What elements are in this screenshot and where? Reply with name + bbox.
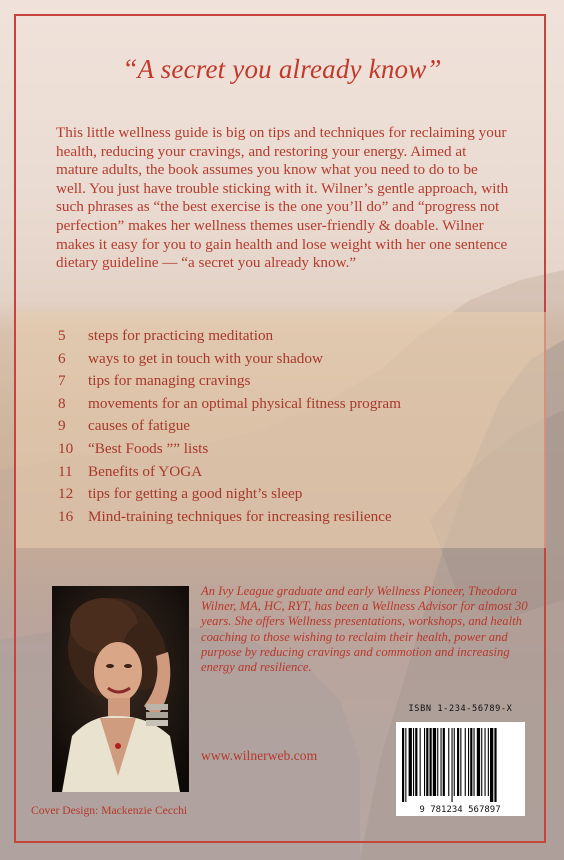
author-photo <box>52 586 189 792</box>
list-item <box>58 372 518 395</box>
list-number: 16 <box>58 507 74 525</box>
list-number: 10 <box>58 439 74 457</box>
list-item <box>58 463 518 486</box>
list-number: 12 <box>58 485 74 503</box>
list-item <box>58 327 518 350</box>
list-text: causes of fatigue <box>88 417 191 435</box>
list-text: tips for managing cravings <box>88 372 251 390</box>
list-number: 9 <box>58 417 66 435</box>
list-number: 5 <box>58 327 66 344</box>
list-text: ways to get in touch with your shadow <box>88 349 323 367</box>
list-number: 8 <box>58 394 66 412</box>
author-bio: An Ivy League graduate and early Wellness Pioneer, Theodora Wilner, MA, HC, RYT, has been a Wellness Advisor for almost 30 years. She offers Wellness presentations, workshops, and health coaching to those wishing to reclaim their health, power and purpose by reducing cravings and commotion and increasing energy and resilience. <box>201 584 528 675</box>
list-item <box>58 395 518 418</box>
list-item <box>58 508 518 531</box>
list-text: movements for an optimal physical fitness program <box>88 394 401 412</box>
isbn-label: ISBN 1-234-56789-X <box>408 704 513 714</box>
headline: “A secret you already know” <box>122 54 442 84</box>
list-text: Benefits of YOGA <box>88 462 203 480</box>
website-link[interactable]: www.wilnerweb.com <box>201 748 318 763</box>
contents-list <box>58 327 518 530</box>
list-text: Mind-training techniques for increasing resilience <box>88 507 392 525</box>
list-item <box>58 440 518 463</box>
list-number: 6 <box>58 349 66 367</box>
list-item <box>58 485 518 508</box>
list-item <box>58 350 518 373</box>
book-description: This little wellness guide is big on tips and techniques for reclaiming your health, reducing your cravings, and restoring your energy. Aimed at mature adults, the book assumes you know what you need to do to be well. You just have trouble sticking with it. Wilner’s gentle approach, with such phrases as “the best exercise is the one you’ll do” and “progress not perfection” makes her wellness themes user-friendly & doable. Wilner makes it easy for you to gain health and lose weight with her one sentence dietary guideline — “a secret you already know.” <box>56 124 509 272</box>
author-portrait-image <box>52 586 189 792</box>
isbn-digits: 9 781234 567897 <box>419 805 501 815</box>
isbn-barcode <box>396 722 525 816</box>
list-number: 11 <box>58 462 73 480</box>
list-number: 7 <box>58 372 66 390</box>
list-text: “Best Foods ”” lists <box>88 439 209 457</box>
list-item <box>58 417 518 440</box>
list-text: tips for getting a good night’s sleep <box>88 485 303 503</box>
cover-design-credit: Cover Design: Mackenzie Cecchi <box>31 804 188 817</box>
list-text: steps for practicing meditation <box>88 327 274 344</box>
